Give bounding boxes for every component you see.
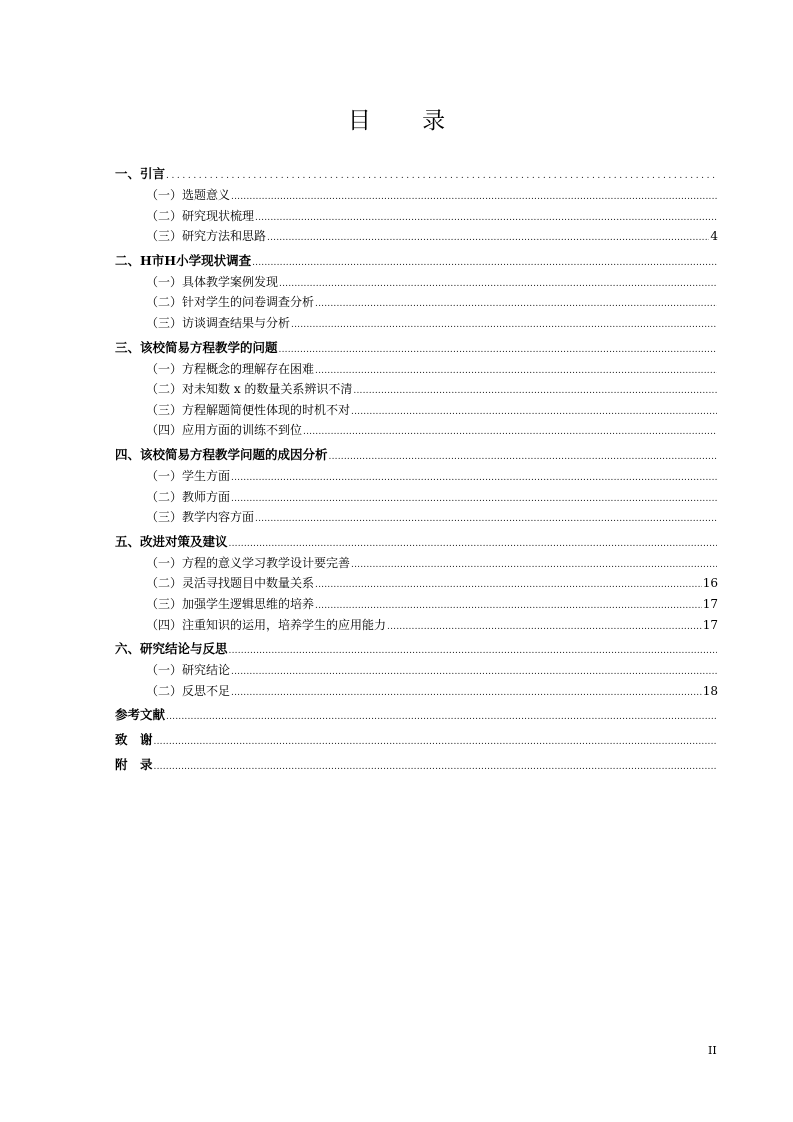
dot-leader — [229, 534, 717, 549]
dot-leader — [255, 209, 717, 223]
toc-entry[interactable] — [115, 616, 718, 637]
toc-entry[interactable] — [115, 554, 718, 575]
toc-entry[interactable] — [115, 227, 718, 248]
toc-label: （一）方程的意义学习教学设计要完善 — [146, 555, 351, 570]
dot-leader — [231, 490, 717, 504]
dot-leader — [154, 757, 717, 772]
toc-label: （一）选题意义 — [146, 188, 231, 202]
toc-entry[interactable] — [115, 207, 718, 228]
toc-entry[interactable] — [115, 360, 718, 381]
toc-label: （二）教师方面 — [146, 489, 231, 504]
dot-leader — [303, 423, 717, 437]
toc-label: 五、改进对策及建议 — [115, 533, 228, 549]
toc-label: （三）方程解题简便性体现的时机不对 — [146, 402, 351, 417]
toc-label: （二）对未知数 x 的数量关系辨识不清 — [146, 382, 353, 397]
dot-leader — [315, 576, 702, 590]
toc-label: （二）针对学生的问卷调查分析 — [146, 295, 315, 310]
toc-label: （一）具体教学案例发现 — [146, 274, 279, 289]
toc-label: （四）注重知识的运用，培养学生的应用能力 — [146, 617, 387, 632]
dot-leader — [351, 403, 717, 417]
toc-page: 4 — [710, 229, 718, 244]
toc-label: （三）研究方法和思路 — [146, 229, 267, 244]
toc-entry[interactable] — [115, 273, 718, 294]
dot-leader — [315, 362, 717, 376]
toc-page: 17 — [702, 596, 718, 611]
dot-leader — [279, 275, 717, 289]
toc-label: 三、该校简易方程教学的问题 — [115, 339, 278, 355]
toc-entry[interactable] — [115, 380, 718, 401]
toc-page: 17 — [702, 617, 718, 632]
toc-entry[interactable] — [115, 595, 718, 616]
toc-entry[interactable] — [115, 661, 718, 682]
page-number: II — [708, 1044, 717, 1057]
toc-label: （四）应用方面的训练不到位 — [146, 423, 303, 438]
toc-label: 六、研究结论与反思 — [115, 641, 228, 657]
toc-entry-references[interactable] — [115, 705, 718, 727]
toc-entry[interactable] — [115, 314, 718, 335]
dot-leader — [252, 253, 717, 268]
table-of-contents — [115, 164, 718, 777]
toc-label: 参考文献 — [115, 707, 166, 723]
toc-label: （一）学生方面 — [146, 468, 231, 483]
toc-entry[interactable] — [115, 488, 718, 509]
dot-leader — [291, 316, 717, 330]
dot-leader — [231, 663, 717, 677]
toc-title: 目 录 — [347, 108, 468, 134]
toc-label: （二）灵活寻找题目中数量关系 — [146, 576, 315, 591]
toc-entry-chapter-2[interactable] — [115, 251, 718, 273]
toc-label: 致 谢 — [115, 732, 153, 748]
toc-entry[interactable] — [115, 574, 718, 595]
toc-entry-chapter-5[interactable] — [115, 532, 718, 554]
dot-leader — [231, 469, 717, 483]
toc-page: 18 — [702, 683, 718, 698]
toc-label: （一）方程概念的理解存在困难 — [146, 361, 315, 376]
dot-leader — [154, 732, 717, 747]
toc-entry-appendix[interactable] — [115, 755, 718, 777]
toc-entry[interactable] — [115, 508, 718, 529]
dot-leader — [231, 684, 702, 698]
dot-leader — [231, 188, 717, 202]
toc-entry[interactable] — [115, 401, 718, 422]
toc-label: 四、该校简易方程教学问题的成因分析 — [115, 446, 328, 462]
toc-label: 一、引言 — [115, 166, 166, 181]
toc-label: （二）研究现状梳理 — [146, 208, 255, 223]
dot-leader — [351, 556, 717, 570]
toc-label: （三）教学内容方面 — [146, 510, 255, 525]
toc-entry-acknowledgements[interactable] — [115, 730, 718, 752]
toc-entry[interactable] — [115, 467, 718, 488]
toc-label: （三）访谈调查结果与分析 — [146, 315, 291, 330]
dot-leader — [329, 447, 717, 462]
dot-leader — [315, 295, 717, 309]
toc-label: （二）反思不足 — [146, 683, 231, 698]
toc-entry[interactable] — [115, 421, 718, 442]
toc-entry[interactable] — [115, 682, 718, 703]
toc-label: （三）加强学生逻辑思维的培养 — [146, 596, 315, 611]
toc-entry[interactable] — [115, 293, 718, 314]
dot-leader — [279, 340, 717, 355]
toc-entry-chapter-6[interactable] — [115, 639, 718, 661]
dot-leader — [229, 641, 717, 656]
toc-entry[interactable] — [115, 186, 718, 207]
dot-leader — [166, 166, 717, 181]
dot-leader — [387, 618, 702, 632]
toc-entry-introduction[interactable] — [115, 164, 718, 186]
toc-label: 二、H市H小学现状调查 — [115, 252, 252, 268]
dot-leader — [267, 229, 709, 243]
dot-leader — [166, 707, 717, 722]
toc-label: 附 录 — [115, 757, 153, 773]
dot-leader — [255, 510, 717, 524]
dot-leader — [353, 382, 717, 396]
toc-entry-chapter-4[interactable] — [115, 445, 718, 467]
toc-page: 16 — [702, 576, 718, 591]
dot-leader — [315, 597, 702, 611]
toc-label: （一）研究结论 — [146, 663, 231, 678]
toc-entry-chapter-3[interactable] — [115, 338, 718, 360]
